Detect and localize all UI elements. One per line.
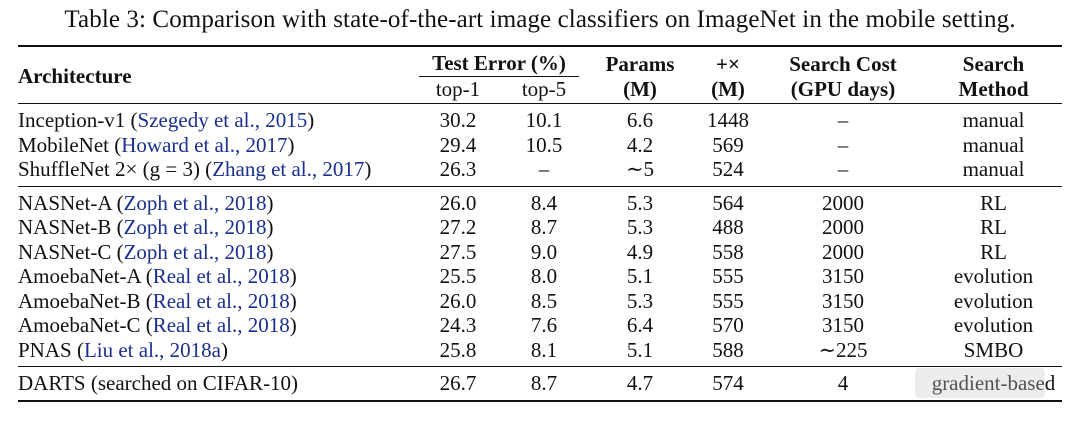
- cell-ops: 558: [712, 239, 744, 264]
- table-row: [18, 289, 1062, 314]
- cell-method: evolution: [953, 313, 1034, 338]
- cell-cost: –: [837, 108, 849, 133]
- cell-method: SMBO: [963, 337, 1024, 362]
- architecture-name: AmoebaNet-B (: [18, 288, 153, 313]
- table-row: [18, 338, 1062, 367]
- header-search-cost-unit: (GPU days): [790, 77, 896, 101]
- watermark-overlay: [915, 368, 1045, 398]
- cell-top5: –: [538, 157, 550, 182]
- cell-top5: 8.7: [530, 215, 558, 240]
- table-body: [18, 104, 1062, 401]
- architecture-name: AmoebaNet-A (: [18, 264, 153, 289]
- cell-method: RL: [980, 215, 1007, 240]
- cell-architecture: [18, 186, 413, 215]
- header-params-unit: (M): [623, 77, 657, 101]
- cell-top1: 30.2: [439, 108, 477, 133]
- cell-top5: 7.6: [530, 313, 558, 338]
- cell-top5: 8.0: [530, 264, 558, 289]
- table-row: [18, 367, 1062, 401]
- header-test-error: Test Error (%): [413, 46, 585, 77]
- cell-top1: 26.7: [439, 371, 477, 396]
- cell-method: evolution: [953, 264, 1034, 289]
- citation-close: ): [287, 132, 295, 157]
- architecture-name: AmoebaNet-C (: [18, 313, 153, 338]
- citation-link[interactable]: Zoph et al., 2018: [123, 239, 267, 264]
- cell-top5: 8.5: [530, 288, 558, 313]
- architecture-name: ShuffleNet 2× (g = 3) (: [18, 157, 213, 182]
- citation-link[interactable]: Real et al., 2018: [152, 264, 290, 289]
- cell-method: manual: [962, 157, 1025, 182]
- cell-top1: 26.0: [439, 288, 477, 313]
- cell-top1: 26.3: [439, 157, 477, 182]
- cell-top1: 25.8: [439, 337, 477, 362]
- cell-cost: 2000: [822, 239, 864, 264]
- header-search-method: Search: [962, 52, 1025, 76]
- table-row: [18, 264, 1062, 289]
- header-row-1: [18, 46, 1062, 77]
- cell-top1: 24.3: [439, 313, 477, 338]
- cell-ops: 588: [712, 337, 744, 362]
- cell-ops: 1448: [707, 108, 749, 133]
- citation-close: ): [289, 313, 297, 338]
- citation-close: ): [364, 157, 372, 182]
- cell-method: evolution: [953, 288, 1034, 313]
- cell-architecture: [18, 313, 413, 338]
- cell-params: 4.2: [626, 132, 654, 157]
- cell-cost: 4: [837, 371, 849, 396]
- cell-architecture: [18, 215, 413, 240]
- cell-method: gradient-based: [931, 371, 1056, 396]
- cell-ops: 574: [712, 371, 744, 396]
- architecture-name: MobileNet (: [18, 132, 122, 157]
- cell-top1: 25.5: [439, 264, 477, 289]
- citation-close: ): [307, 108, 315, 133]
- table-row: [18, 215, 1062, 240]
- citation-close: ): [266, 215, 274, 240]
- citation-link[interactable]: Real et al., 2018: [152, 313, 290, 338]
- citation-close: ): [289, 288, 297, 313]
- architecture-name: NASNet-B (: [18, 215, 124, 240]
- cell-params: 6.6: [626, 108, 654, 133]
- cell-architecture: [18, 133, 413, 158]
- cell-architecture: [18, 104, 413, 133]
- cell-top5: 10.5: [525, 132, 563, 157]
- cell-cost: 3150: [822, 313, 864, 338]
- cell-ops: 555: [712, 288, 744, 313]
- cell-ops: 488: [712, 215, 744, 240]
- citation-link[interactable]: Howard et al., 2017: [121, 132, 288, 157]
- cell-method: RL: [980, 239, 1007, 264]
- table-row: [18, 133, 1062, 158]
- header-top1: top-1: [435, 77, 481, 101]
- cell-ops: 570: [712, 313, 744, 338]
- cell-top5: 8.4: [530, 190, 558, 215]
- cell-params: ∼5: [625, 157, 655, 182]
- cell-architecture: [18, 264, 413, 289]
- cell-top1: 26.0: [439, 190, 477, 215]
- comparison-table: [18, 45, 1062, 402]
- cell-params: 5.3: [626, 190, 654, 215]
- cell-top5: 8.1: [530, 337, 558, 362]
- cell-params: 4.7: [626, 371, 654, 396]
- citation-link[interactable]: Real et al., 2018: [152, 288, 290, 313]
- architecture-name: DARTS (searched on CIFAR-10): [18, 371, 299, 396]
- header-ops-unit: (M): [711, 77, 745, 101]
- header-architecture: Architecture: [18, 63, 132, 88]
- citation-link[interactable]: Zoph et al., 2018: [123, 215, 267, 240]
- cell-top5: 8.7: [530, 371, 558, 396]
- table-row: [18, 186, 1062, 215]
- cell-cost: –: [837, 157, 849, 182]
- cell-cost: ∼225: [818, 337, 868, 362]
- table-row: [18, 157, 1062, 186]
- table-row: [18, 104, 1062, 133]
- cell-ops: 524: [712, 157, 744, 182]
- cell-cost: 3150: [822, 264, 864, 289]
- citation-close: ): [266, 239, 274, 264]
- header-params: Params: [605, 52, 675, 76]
- cell-architecture: [18, 338, 413, 367]
- header-search-cost: Search Cost: [789, 52, 897, 76]
- header-search-method-line2: Method: [958, 77, 1029, 101]
- cell-method: manual: [962, 108, 1025, 133]
- citation-link[interactable]: Szegedy et al., 2015: [137, 108, 308, 133]
- header-top5: top-5: [521, 77, 567, 101]
- architecture-name: NASNet-A (: [18, 190, 124, 215]
- cell-cost: 2000: [822, 190, 864, 215]
- cell-params: 4.9: [626, 239, 654, 264]
- table-caption: Table 3: Comparison with state-of-the-art image classifiers on ImageNet in the mobile setting.: [64, 6, 1016, 33]
- cell-cost: –: [837, 132, 849, 157]
- citation-link[interactable]: Liu et al., 2018a: [83, 337, 221, 362]
- cell-ops: 555: [712, 264, 744, 289]
- architecture-name: PNAS (: [18, 337, 84, 362]
- citation-close: ): [220, 337, 228, 362]
- cell-top5: 9.0: [530, 239, 558, 264]
- cell-cost: 3150: [822, 288, 864, 313]
- citation-close: ): [289, 264, 297, 289]
- citation-link[interactable]: Zhang et al., 2017: [212, 157, 365, 182]
- cell-architecture: [18, 157, 413, 186]
- cell-architecture: [18, 367, 413, 401]
- cell-top1: 27.2: [439, 215, 477, 240]
- cell-cost: 2000: [822, 215, 864, 240]
- architecture-name: Inception-v1 (: [18, 108, 138, 133]
- cell-ops: 569: [712, 132, 744, 157]
- cell-params: 5.1: [626, 337, 654, 362]
- table-row: [18, 313, 1062, 338]
- citation-link[interactable]: Zoph et al., 2018: [123, 190, 267, 215]
- cell-architecture: [18, 240, 413, 265]
- cell-top1: 27.5: [439, 239, 477, 264]
- cell-ops: 564: [712, 190, 744, 215]
- cell-method: manual: [962, 132, 1025, 157]
- cell-params: 5.3: [626, 215, 654, 240]
- cell-params: 5.1: [626, 264, 654, 289]
- cell-params: 5.3: [626, 288, 654, 313]
- architecture-name: NASNet-C (: [18, 239, 124, 264]
- header-ops: +×: [716, 52, 740, 76]
- cell-top1: 29.4: [439, 132, 477, 157]
- cell-params: 6.4: [626, 313, 654, 338]
- cell-architecture: [18, 289, 413, 314]
- table-row: [18, 240, 1062, 265]
- cell-method: RL: [980, 190, 1007, 215]
- citation-close: ): [266, 190, 274, 215]
- cell-top5: 10.1: [525, 108, 563, 133]
